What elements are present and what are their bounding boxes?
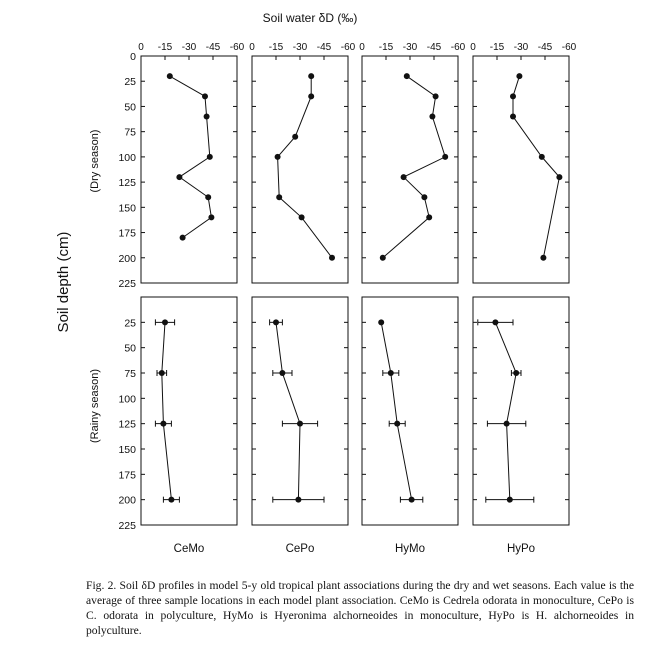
ytick-label: 125 xyxy=(118,177,136,190)
cepo-dry-series-line xyxy=(278,76,332,258)
hymo-dry-xtick-label: 0 xyxy=(359,42,365,53)
hypo-rainy-data-point xyxy=(504,421,510,427)
hymo-rainy-data-point xyxy=(378,319,384,325)
ytick-label: 150 xyxy=(118,444,136,456)
ytick-label: 0 xyxy=(130,51,136,63)
row-label-dry: (Dry season) xyxy=(89,129,101,193)
hypo-dry-data-point xyxy=(510,93,516,99)
cemo-dry-xtick-label: -45 xyxy=(205,42,221,53)
top-axis-label: Soil water δD (‰) xyxy=(262,11,358,25)
plot-area xyxy=(118,42,576,555)
hypo-rainy-series-line xyxy=(495,322,516,499)
hymo-dry-frame xyxy=(362,56,458,283)
cemo-dry-frame xyxy=(141,56,237,283)
cemo-dry-data-point xyxy=(202,93,208,99)
hymo-dry-xtick-label: -15 xyxy=(378,42,394,53)
hypo-dry-series-line xyxy=(513,76,559,258)
hymo-dry-data-point xyxy=(433,93,439,99)
hypo-dry-xtick-label: -30 xyxy=(513,42,529,53)
hypo-dry-data-point xyxy=(510,114,516,120)
hymo-dry-data-point xyxy=(380,255,386,261)
hymo-rainy-data-point xyxy=(388,370,394,376)
cepo-dry-data-point xyxy=(308,93,314,99)
panel-label-hypo: HyPo xyxy=(506,543,536,555)
hymo-dry-data-point xyxy=(401,174,407,180)
cemo-dry-xtick-label: -15 xyxy=(157,42,173,53)
ytick-label: 150 xyxy=(118,202,136,215)
cepo-rainy-data-point xyxy=(279,370,285,376)
cepo-dry-xtick-label: -60 xyxy=(340,42,356,53)
ytick-label: 125 xyxy=(118,418,136,431)
hymo-rainy-data-point xyxy=(394,421,400,427)
cemo-rainy-data-point xyxy=(160,421,166,427)
hypo-dry-xtick-label: 0 xyxy=(470,42,476,53)
ytick-label: 50 xyxy=(124,342,136,355)
cepo-dry-data-point xyxy=(299,214,305,220)
hymo-dry-data-point xyxy=(404,73,410,79)
hypo-dry-xtick-label: -45 xyxy=(537,42,553,53)
ytick-label: 75 xyxy=(124,368,136,380)
cepo-dry-data-point xyxy=(292,134,298,140)
cemo-rainy-frame xyxy=(141,297,237,525)
ytick-label: 100 xyxy=(118,393,136,406)
cepo-dry-frame xyxy=(252,56,348,283)
cemo-dry-data-point xyxy=(205,194,211,200)
panel-label-cepo: CePo xyxy=(285,543,315,555)
figure-caption: Fig. 2. Soil δD profiles in model 5-y old tropical plant associations during the dry and wet seasons. Each value is the average of three sample locations in each model plant association. CeMo is Cedrela odorata in monoculture, CePo is C. odorata in polyculture, HyMo is Hyeronima alchorneoides in monoculture, HyPo is H. alchorneoides in polyculture. xyxy=(86,579,634,637)
ytick-label: 200 xyxy=(118,494,136,507)
cepo-dry-xtick-label: 0 xyxy=(249,42,255,53)
cemo-dry-series-line xyxy=(170,76,212,237)
hypo-rainy-data-point xyxy=(513,370,519,376)
hypo-dry-data-point xyxy=(516,73,522,79)
cepo-rainy-series-line xyxy=(276,322,300,499)
cemo-dry-data-point xyxy=(180,235,186,241)
y-axis-label: Soil depth (cm) xyxy=(55,231,72,333)
hymo-dry-xtick-label: -45 xyxy=(426,42,442,53)
cemo-dry-xtick-label: -30 xyxy=(181,42,197,53)
ytick-label: 225 xyxy=(118,278,136,290)
cepo-dry-data-point xyxy=(275,154,281,160)
hymo-dry-data-point xyxy=(426,214,432,220)
cepo-dry-data-point xyxy=(308,73,314,79)
cemo-dry-data-point xyxy=(208,214,214,220)
hymo-dry-data-point xyxy=(429,114,435,120)
hypo-rainy-frame xyxy=(473,297,569,525)
hymo-dry-xtick-label: -30 xyxy=(402,42,418,53)
hypo-dry-xtick-label: -60 xyxy=(561,42,577,53)
row-label-rainy: (Rainy season) xyxy=(89,369,101,443)
cepo-dry-xtick-label: -15 xyxy=(268,42,284,53)
ytick-label: 200 xyxy=(118,252,136,265)
hypo-dry-frame xyxy=(473,56,569,283)
panel-label-hymo: HyMo xyxy=(394,543,426,555)
hymo-rainy-data-point xyxy=(409,497,415,503)
cemo-rainy-series-line xyxy=(162,322,172,499)
hypo-rainy-data-point xyxy=(492,319,498,325)
cepo-dry-data-point xyxy=(329,255,335,261)
cemo-rainy-data-point xyxy=(159,370,165,376)
cemo-rainy-data-point xyxy=(162,319,168,325)
ytick-label: 25 xyxy=(124,76,136,89)
ytick-label: 225 xyxy=(118,520,136,532)
ytick-label: 75 xyxy=(124,126,136,139)
cepo-rainy-frame xyxy=(252,297,348,525)
cepo-dry-data-point xyxy=(276,194,282,200)
hymo-dry-data-point xyxy=(442,154,448,160)
cepo-dry-xtick-label: -45 xyxy=(316,42,332,53)
cemo-dry-data-point xyxy=(167,73,173,79)
ytick-label: 175 xyxy=(118,227,136,240)
cepo-dry-xtick-label: -30 xyxy=(292,42,308,53)
ytick-label: 25 xyxy=(124,317,136,330)
cemo-rainy-data-point xyxy=(168,497,174,503)
hymo-dry-data-point xyxy=(421,194,427,200)
cepo-rainy-data-point xyxy=(297,421,303,427)
ytick-label: 100 xyxy=(118,151,136,164)
ytick-label: 50 xyxy=(124,101,136,114)
ytick-label: 175 xyxy=(118,469,136,482)
hymo-rainy-series-line xyxy=(381,322,411,499)
cemo-dry-xtick-label: 0 xyxy=(138,42,144,53)
cemo-dry-data-point xyxy=(204,114,210,120)
hypo-dry-data-point xyxy=(556,174,562,180)
hypo-dry-data-point xyxy=(539,154,545,160)
hymo-dry-series-line xyxy=(383,76,445,258)
cepo-rainy-data-point xyxy=(295,497,301,503)
cemo-dry-xtick-label: -60 xyxy=(229,42,245,53)
cepo-rainy-data-point xyxy=(273,319,279,325)
hymo-dry-xtick-label: -60 xyxy=(450,42,466,53)
cemo-dry-data-point xyxy=(207,154,213,160)
cemo-dry-data-point xyxy=(176,174,182,180)
panel-label-cemo: CeMo xyxy=(173,543,205,555)
hypo-dry-data-point xyxy=(540,255,546,261)
hypo-dry-xtick-label: -15 xyxy=(489,42,505,53)
hypo-rainy-data-point xyxy=(507,497,513,503)
